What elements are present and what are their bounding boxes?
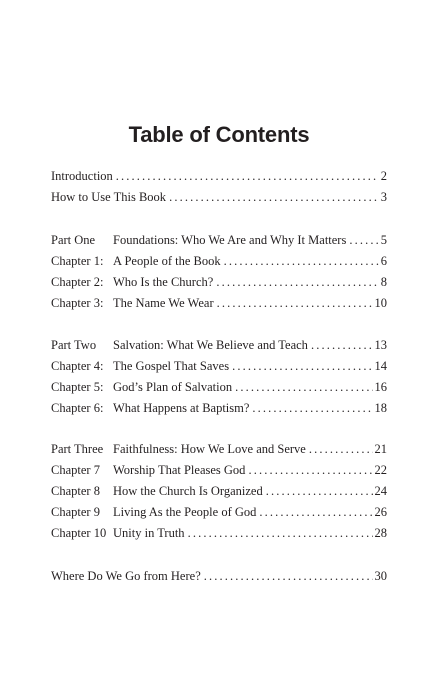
dot-leader <box>116 166 379 186</box>
toc-entry-chapter-7[interactable] <box>51 460 387 480</box>
dot-leader <box>217 293 373 313</box>
toc-entry-where-do-we-go[interactable] <box>51 566 387 586</box>
entry-title: Worship That Pleases God <box>113 463 246 477</box>
entry-title: Faithfulness: How We Love and Serve <box>113 442 306 456</box>
page-number: 10 <box>374 296 387 310</box>
page-number: 14 <box>374 359 387 373</box>
page-number: 28 <box>374 526 387 540</box>
entry-title: What Happens at Baptism? <box>113 401 250 415</box>
page-number: 30 <box>374 569 387 583</box>
page-number: 13 <box>374 338 387 352</box>
page-number: 18 <box>374 401 387 415</box>
entry-title: Where Do We Go from Here? <box>51 569 201 583</box>
toc-entry-chapter-1[interactable] <box>51 251 387 271</box>
toc-entry-chapter-9[interactable] <box>51 502 387 522</box>
toc-entry-introduction[interactable] <box>51 166 387 186</box>
entry-label: Chapter 1: <box>51 254 104 268</box>
entry-title: Introduction <box>51 169 113 183</box>
entry-label: Chapter 7 <box>51 463 100 477</box>
dot-leader <box>259 502 372 522</box>
entry-label: Part One <box>51 233 96 247</box>
toc-entry-chapter-10[interactable] <box>51 523 387 543</box>
toc-entry-chapter-2[interactable] <box>51 272 387 292</box>
toc-entry-part-three[interactable] <box>51 439 387 459</box>
dot-leader <box>349 230 378 250</box>
entry-label: Part Two <box>51 338 97 352</box>
page-number: 6 <box>380 254 387 268</box>
entry-title: The Name We Wear <box>113 296 214 310</box>
entry-label: Chapter 8 <box>51 484 100 498</box>
toc-entry-chapter-5[interactable] <box>51 377 387 397</box>
dot-leader <box>204 566 373 586</box>
entry-label: Chapter 3: <box>51 296 104 310</box>
entry-label: Chapter 9 <box>51 505 100 519</box>
entry-title: The Gospel That Saves <box>113 359 230 373</box>
page-title: Table of Contents <box>128 122 310 147</box>
page-number: 26 <box>374 505 387 519</box>
entry-title: Unity in Truth <box>113 526 185 540</box>
dot-leader <box>266 481 373 501</box>
entry-title: How to Use This Book <box>51 190 167 204</box>
dot-leader <box>235 377 372 397</box>
toc-entry-chapter-8[interactable] <box>51 481 387 501</box>
toc-entry-chapter-6[interactable] <box>51 398 387 418</box>
dot-leader <box>252 398 372 418</box>
entry-title: A People of the Book <box>113 254 221 268</box>
toc-entry-part-one[interactable] <box>51 230 387 250</box>
dot-leader <box>188 523 373 543</box>
dot-leader <box>248 460 372 480</box>
toc-entry-part-two[interactable] <box>51 335 387 355</box>
entry-label: Part Three <box>51 442 104 456</box>
page-number: 8 <box>380 275 387 289</box>
page-number: 2 <box>380 169 387 183</box>
entry-title: Salvation: What We Believe and Teach <box>113 338 308 352</box>
entry-label: Chapter 2: <box>51 275 104 289</box>
dot-leader <box>169 187 379 207</box>
dot-leader <box>309 439 373 459</box>
toc-entry-chapter-4[interactable] <box>51 356 387 376</box>
entry-title: God’s Plan of Salvation <box>113 380 233 394</box>
page-number: 21 <box>374 442 387 456</box>
entry-title: Who Is the Church? <box>113 275 214 289</box>
entry-label: Chapter 5: <box>51 380 104 394</box>
page-number: 3 <box>380 190 387 204</box>
page-number: 16 <box>374 380 387 394</box>
page-number: 22 <box>374 463 387 477</box>
entry-label: Chapter 4: <box>51 359 104 373</box>
entry-label: Chapter 10 <box>51 526 107 540</box>
toc-entry-chapter-3[interactable] <box>51 293 387 313</box>
page-number: 5 <box>380 233 387 247</box>
dot-leader <box>232 356 372 376</box>
entry-title: How the Church Is Organized <box>113 484 263 498</box>
dot-leader <box>311 335 373 355</box>
page-number: 24 <box>374 484 387 498</box>
toc-entry-how-to-use[interactable] <box>51 187 387 207</box>
dot-leader <box>224 251 379 271</box>
dot-leader <box>216 272 378 292</box>
entry-label: Chapter 6: <box>51 401 104 415</box>
entry-title: Foundations: Who We Are and Why It Matters <box>113 233 347 247</box>
entry-title: Living As the People of God <box>113 505 257 519</box>
